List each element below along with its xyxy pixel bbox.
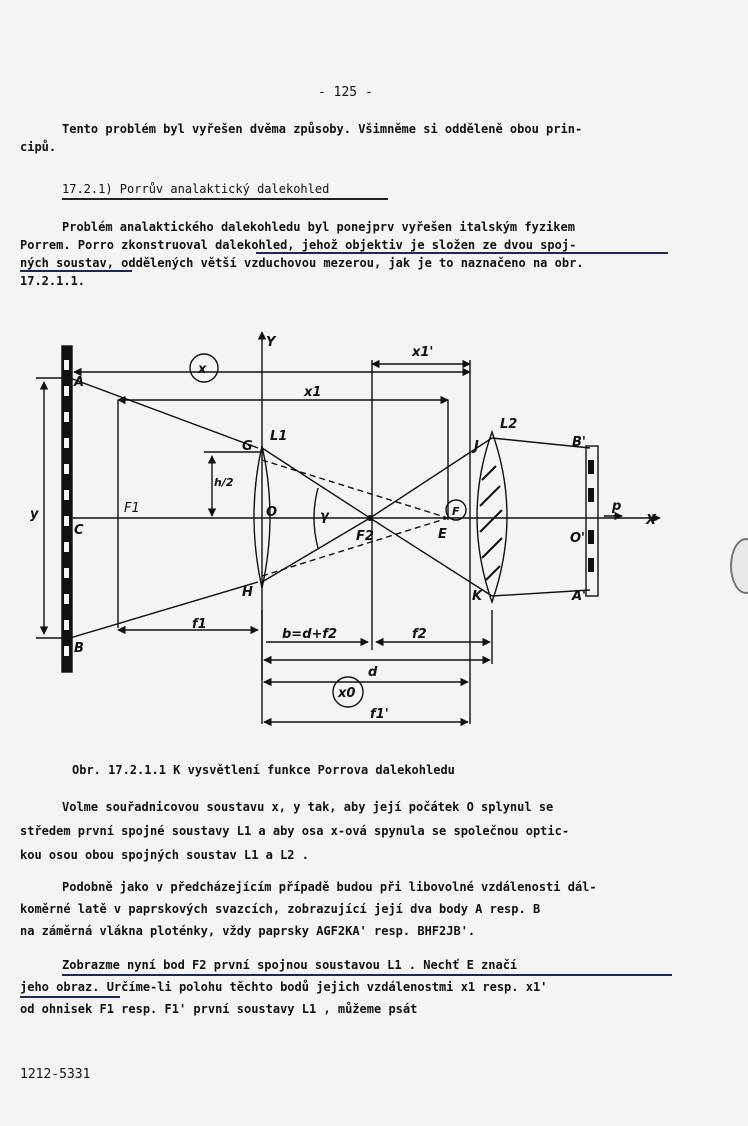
label-j: J — [474, 439, 479, 454]
label-f2: F2 — [356, 529, 374, 544]
para4-line-1: Zobrazme nyní bod F2 první spojnou soustavou L1 . Nechť E značí — [62, 958, 518, 972]
document-code: 1212-5331 — [20, 1067, 91, 1082]
label-f2-dim: f2 — [412, 627, 427, 642]
label-b-prime: B' — [572, 435, 586, 450]
label-c: C — [74, 523, 84, 538]
label-f1-prime: f1' — [370, 707, 389, 722]
label-a: A — [74, 375, 85, 390]
para1-line-1: Problém analaktického dalekohledu byl ponejprv vyřešen italským fyzikem — [62, 220, 575, 234]
handwritten-underline — [62, 974, 672, 976]
label-x0: x0 — [338, 686, 356, 701]
label-x1-prime: x1' — [412, 345, 434, 360]
ray-a-g — [70, 378, 258, 448]
label-a-prime: A' — [572, 589, 587, 604]
label-b-eq: b=d+f2 — [282, 627, 338, 642]
para3-line-2: koměrné latě v paprskových svazcích, zobrazující její dva body A resp. B — [20, 902, 541, 916]
handwritten-underline — [256, 252, 668, 254]
label-l2: L2 — [500, 417, 518, 432]
label-y: y — [30, 507, 39, 522]
label-x1: x1 — [304, 385, 322, 400]
heading-underline — [62, 198, 388, 200]
label-o: O — [266, 505, 278, 520]
label-b: B — [74, 641, 84, 656]
handwritten-underline — [20, 270, 132, 272]
intro-line-2: cipů. — [20, 140, 57, 154]
label-f: F — [452, 505, 460, 518]
label-h: H — [242, 585, 253, 600]
label-gamma: γ — [320, 509, 329, 524]
para1-line-3: ných soustav, oddělených větší vzduchovou mezerou, jak je to naznačeno na obr. — [20, 256, 584, 270]
para4-line-2: jeho obraz. Určíme-li polohu těchto bodů jejich vzdálenostmi x1 resp. x1' — [20, 980, 548, 994]
lens-l2 — [477, 432, 507, 602]
label-x-axis: X — [646, 513, 657, 528]
label-l1: L1 — [270, 429, 288, 444]
label-d: d — [368, 665, 378, 680]
para3-line-3: na záměrná vlákna ploténky, vždy paprsky AGF2KA' resp. BHF2JB'. — [20, 924, 476, 938]
para3-line-1: Podobně jako v předcházejícím případě budou při libovolné vzdálenosti dál- — [62, 880, 597, 894]
label-h-half: h/2 — [214, 476, 234, 489]
label-f1: F1 — [124, 501, 140, 516]
page-number: - 125 - — [318, 85, 373, 100]
handwritten-underline — [20, 996, 120, 998]
para2-line-2: středem první spojné soustavy L1 a aby osa x-ová spynula se společnou optic- — [20, 824, 570, 838]
label-e: E — [438, 527, 447, 542]
para1-line-4: 17.2.1.1. — [20, 274, 86, 288]
label-p: p — [612, 499, 622, 514]
dashed-ray-upper — [262, 460, 448, 518]
para1-line-2: Porrem. Porro zkonstruoval dalekohled, jehož objektiv je složen ze dvou spoj- — [20, 238, 577, 252]
para4-line-3: od ohnisek F1 resp. F1' první soustavy L1 , můžeme psát — [20, 1002, 418, 1016]
figure-caption: Obr. 17.2.1.1 K vysvětlení funkce Porrova dalekohledu — [72, 763, 455, 777]
para2-line-3: kou osou obou spojných soustav L1 a L2 . — [20, 848, 309, 862]
porro-telescope-diagram — [0, 320, 748, 760]
ray-f2-k — [370, 518, 492, 596]
label-g: G — [242, 439, 253, 454]
section-heading: 17.2.1) Porrův analaktický dalekohled — [62, 182, 330, 196]
ray-h-f2 — [262, 518, 370, 582]
intro-line-1: Tento problém byl vyřešen dvěma způsoby. Všimněme si odděleně obou prin- — [62, 122, 583, 136]
label-f1-dim: f1 — [192, 617, 207, 632]
ray-g-f2 — [262, 448, 370, 518]
label-k: K — [472, 589, 483, 604]
label-x: x — [198, 362, 207, 377]
label-o-prime: O' — [570, 531, 586, 546]
para2-line-1: Volme souřadnicovou soustavu x, y tak, aby její počátek O splynul se — [62, 800, 554, 814]
label-y-axis: Y — [266, 335, 276, 350]
